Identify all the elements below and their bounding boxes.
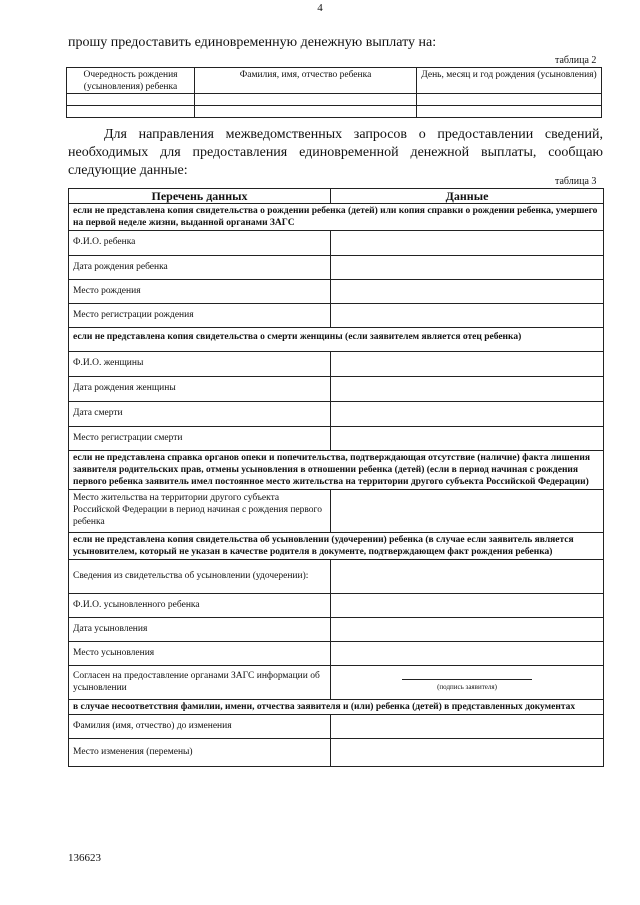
- field-value[interactable]: [331, 352, 604, 377]
- table-row: [69, 377, 604, 402]
- section-title: если не представлена копия свидетельства о рождении ребенка (детей) или копия справки о рождении ребенка, умершего на первой неделе жизни, выданной органами ЗАГС: [69, 204, 604, 231]
- field-value[interactable]: [331, 256, 604, 280]
- table-row: [69, 618, 604, 642]
- field-label: Ф.И.О. ребенка: [69, 231, 331, 256]
- field-label: Место регистрации смерти: [69, 427, 331, 451]
- field-value[interactable]: [331, 280, 604, 304]
- table-row: [69, 642, 604, 666]
- field-value[interactable]: [331, 427, 604, 451]
- field-label: Место регистрации рождения: [69, 304, 331, 328]
- section-title: в случае несоответствия фамилии, имени, отчества заявителя и (или) ребенка (детей) в представленных документах: [69, 700, 604, 715]
- signature-line: [402, 679, 532, 680]
- table-row: [69, 231, 604, 256]
- table2-cell[interactable]: [417, 94, 602, 106]
- table2-cell[interactable]: [67, 94, 195, 106]
- table-row: [69, 280, 604, 304]
- table3-header-row: [69, 189, 604, 204]
- page-number: 4: [317, 2, 323, 14]
- table-row: [69, 427, 604, 451]
- signature-cell[interactable]: [331, 666, 604, 700]
- table-row: [69, 560, 604, 594]
- table-row: [69, 304, 604, 328]
- section-title: если не представлена справка органов опеки и попечительства, подтверждающая отсутствие (наличие) факта лишения заявителя родительских прав, отмены усыновления в отношении ребенка (детей) (если в период начиная с рождения первого ребенка заявитель имел постоянное место жительства на территории другого субъекта Российской Федерации): [69, 451, 604, 490]
- table-row: [69, 739, 604, 767]
- field-label: Ф.И.О. женщины: [69, 352, 331, 377]
- table-row: [69, 256, 604, 280]
- section-row: [69, 533, 604, 560]
- table-row: [69, 352, 604, 377]
- table3-label: таблица 3: [555, 176, 597, 187]
- field-value[interactable]: [331, 490, 604, 533]
- section-row: [69, 328, 604, 352]
- table-2: [66, 67, 602, 118]
- section-title: если не представлена копия свидетельства о смерти женщины (если заявителем является отец ребенка): [69, 328, 604, 352]
- table3-header-list: Перечень данных: [69, 189, 331, 204]
- field-label: Дата рождения ребенка: [69, 256, 331, 280]
- table2-cell[interactable]: [417, 106, 602, 118]
- field-label: Дата усыновления: [69, 618, 331, 642]
- table2-header-order: Очередность рождения (усыновления) ребенка: [67, 68, 195, 94]
- field-value[interactable]: [331, 231, 604, 256]
- field-value[interactable]: [331, 560, 604, 594]
- field-label: Дата рождения женщины: [69, 377, 331, 402]
- table2-cell[interactable]: [195, 94, 417, 106]
- field-value[interactable]: [331, 739, 604, 767]
- intro-line: прошу предоставить единовременную денежную выплату на:: [68, 35, 437, 50]
- table-row: [69, 715, 604, 739]
- table3-header-data: Данные: [331, 189, 604, 204]
- section-title: если не представлена копия свидетельства об усыновлении (удочерении) ребенка (в случае если заявитель является усыновителем, который не указан в качестве родителя в документе, подтверждающем факт рождения ребенка): [69, 533, 604, 560]
- field-label: Сведения из свидетельства об усыновлении (удочерении):: [69, 560, 331, 594]
- field-value[interactable]: [331, 377, 604, 402]
- consent-label: Согласен на предоставление органами ЗАГС информации об усыновлении: [69, 666, 331, 700]
- field-label: Место изменения (перемены): [69, 739, 331, 767]
- table-row: [69, 666, 604, 700]
- field-label: Фамилия (имя, отчество) до изменения: [69, 715, 331, 739]
- field-value[interactable]: [331, 594, 604, 618]
- field-value[interactable]: [331, 715, 604, 739]
- field-label: Дата смерти: [69, 402, 331, 427]
- field-label: Ф.И.О. усыновленного ребенка: [69, 594, 331, 618]
- table-3: [68, 188, 604, 767]
- section-row: [69, 204, 604, 231]
- footer-code: 136623: [68, 852, 101, 864]
- table-row: [69, 490, 604, 533]
- section-row: [69, 700, 604, 715]
- table2-header-name: Фамилия, имя, отчество ребенка: [195, 68, 417, 94]
- request-paragraph: [68, 126, 603, 180]
- table-row: [69, 402, 604, 427]
- table-row: [69, 594, 604, 618]
- field-label: Место усыновления: [69, 642, 331, 666]
- table-row: [67, 94, 602, 106]
- field-value[interactable]: [331, 642, 604, 666]
- field-value[interactable]: [331, 304, 604, 328]
- field-value[interactable]: [331, 618, 604, 642]
- field-value[interactable]: [331, 402, 604, 427]
- table-row: [67, 106, 602, 118]
- field-label: Место рождения: [69, 280, 331, 304]
- section-row: [69, 451, 604, 490]
- table2-cell[interactable]: [195, 106, 417, 118]
- table2-header-row: [67, 68, 602, 94]
- signature-caption: (подпись заявителя): [437, 682, 497, 691]
- table2-label: таблица 2: [555, 55, 597, 66]
- table2-header-birthdate: День, месяц и год рождения (усыновления): [417, 68, 602, 94]
- request-paragraph-text: Для направления межведомственных запросов о предоставлении сведений, необходимых для предоставления единовременной денежной выплаты, сообщаю следующие данные:: [68, 127, 603, 178]
- field-label: Место жительства на территории другого субъекта Российской Федерации в период начиная с рождения первого ребенка: [69, 490, 331, 533]
- table2-cell[interactable]: [67, 106, 195, 118]
